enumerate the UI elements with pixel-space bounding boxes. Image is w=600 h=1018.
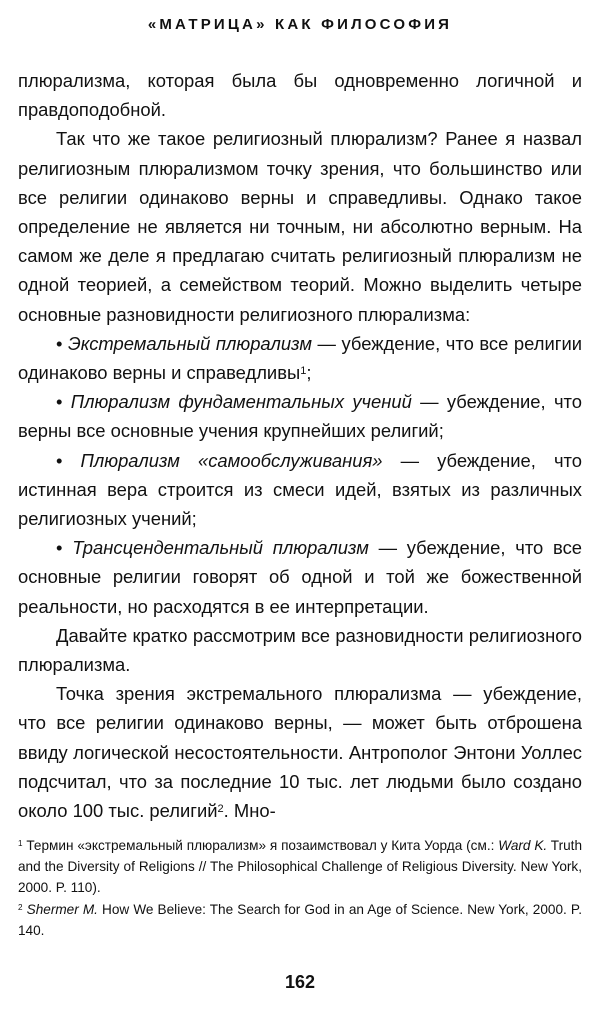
- bullet-text: — убеждение, что верны все основные учения крупнейших религий;: [18, 391, 582, 442]
- bullet-transcendental-pluralism: [18, 533, 582, 621]
- paragraph-text: Точка зрения экстремального плюрализма — убеждение, что все религии одинаково верны, — может быть отброшена ввиду логической несостоятельности. Антрополог Энтони Уоллес подсчитал, что за последние 10 тыс. лет людьми было создано около 100 тыс. религий: [18, 683, 582, 822]
- footnote-1: [18, 835, 582, 899]
- bullet-marker: •: [56, 449, 81, 471]
- book-page: [18, 0, 582, 1018]
- footnote-2: [18, 899, 582, 941]
- bullet-end: ;: [306, 362, 312, 384]
- bullet-term: Экстремальный плюрализм: [67, 332, 312, 354]
- paragraph-end: . Мно-: [223, 800, 276, 822]
- bullet-text: — убеждение, что все религии одинаково верны и справедливы: [18, 332, 582, 384]
- bullet-self-service-pluralism: [18, 446, 582, 534]
- bullet-marker: •: [56, 391, 71, 413]
- footnote-citation: How We Believe: The Search for God in an Age of Science. New York, 2000. P. 140.: [18, 901, 582, 938]
- footnote-citation: Truth and the Diversity of Religions // The Philosophical Challenge of Religious Diversity. New York, 2000. P. 110).: [18, 838, 582, 896]
- bullet-text: — убеждение, что истинная вера строится из смеси идей, взятых из различных религиозных учений;: [18, 449, 582, 530]
- bullet-extreme-pluralism: [18, 329, 582, 387]
- bullet-text: — убеждение, что все основные религии говорят об одной и той же божественной реальности, но расходятся в ее интерпретации.: [18, 537, 582, 617]
- footnote-number: 2: [18, 902, 23, 912]
- paragraph-overview: Давайте кратко рассмотрим все разновидности религиозного плюрализма.: [18, 624, 582, 676]
- bullet-term: Плюрализм фундаментальных учений: [70, 391, 412, 413]
- footnote-ref-2: 2: [217, 803, 224, 816]
- footnote-text: Термин «экстремальный плюрализм» я позаимствовал у Кита Уорда (см.:: [22, 838, 499, 853]
- footnote-number: 1: [18, 839, 23, 849]
- bullet-term: Плюрализм «самообслуживания»: [80, 449, 383, 471]
- footnote-author: Shermer M.: [26, 901, 98, 917]
- running-head: «МАТРИЦА» КАК ФИЛОСОФИЯ: [147, 16, 453, 33]
- bullet-marker: •: [56, 332, 68, 354]
- footnote-ref-1: 1: [300, 365, 307, 378]
- footnotes: [18, 835, 582, 941]
- paragraph-continuation: плюрализма, которая была бы одновременно логичной и правдоподобной.: [18, 70, 582, 121]
- bullet-marker: •: [56, 537, 73, 559]
- paragraph-definition: Так что же такое религиозный плюрализм? Ранее я назвал религиозным плюрализмом точку зрения, что большинство или все религии одинаково верны и справедливы. Однако такое определение не является ни точным, ни абсолютно верным. На самом же деле я предлагаю считать религиозный плюрализм не одной теорией, а семейством теорий. Можно выделить четыре основные разновидности религиозного плюрализма:: [18, 128, 582, 325]
- page-number: 162: [284, 972, 316, 992]
- footnote-author: Ward K.: [498, 838, 548, 853]
- bullet-term: Трансцендентальный плюрализм: [72, 537, 369, 559]
- paragraph-extreme-pluralism: [18, 679, 582, 825]
- body-text: [18, 66, 582, 825]
- bullet-fundamental-pluralism: [18, 387, 582, 445]
